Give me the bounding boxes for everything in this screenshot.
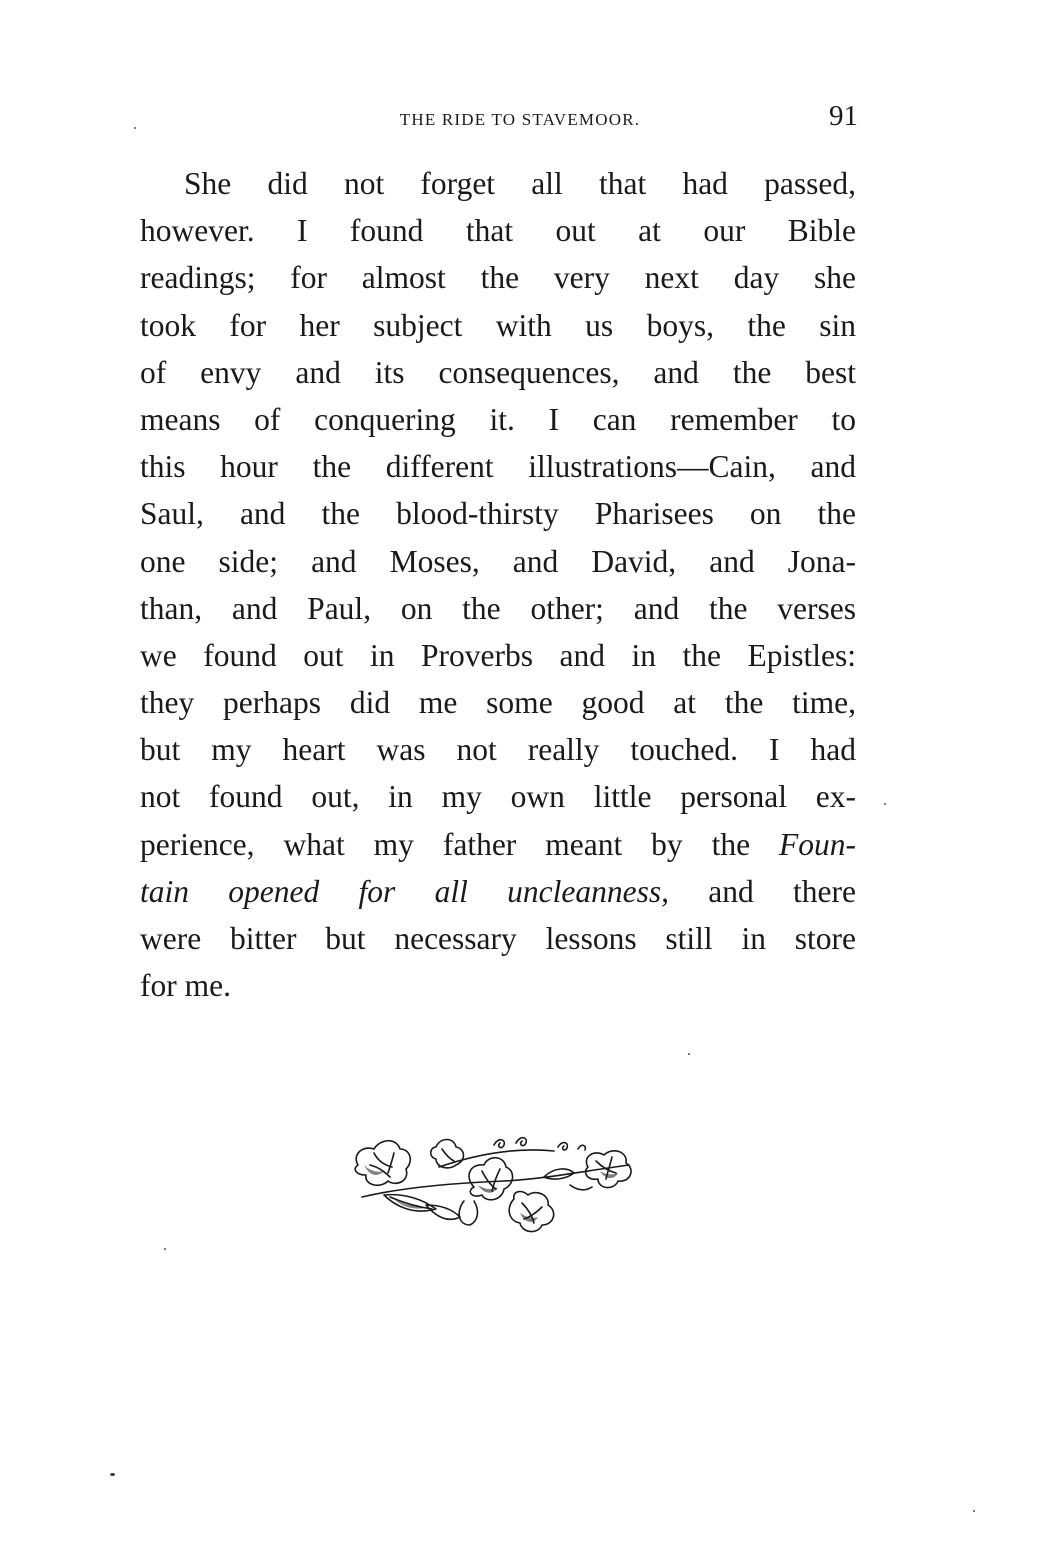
- text-line: [140, 821, 856, 868]
- text-line: [140, 868, 856, 915]
- paper-speck: [884, 803, 886, 805]
- page-number: 91: [829, 100, 858, 132]
- text-line: were bitter but necessary lessons still in store: [140, 921, 856, 956]
- text-line: however. I found that out at our Bible: [140, 213, 856, 249]
- text-line: this hour the different illustrations—Cain, and: [140, 449, 856, 485]
- text-line: not found out, in my own little personal ex-: [140, 779, 856, 815]
- paper-speck: [110, 1473, 115, 1476]
- text-line: one side; and Moses, and David, and Jona-: [140, 543, 856, 579]
- text-line: than, and Paul, on the other; and the verses: [140, 590, 856, 626]
- running-head: [140, 100, 860, 140]
- text-line: took for her subject with us boys, the sin: [140, 307, 856, 343]
- text-line: we found out in Proverbs and in the Epistles:: [140, 637, 856, 673]
- text-line: Saul, and the blood-thirsty Pharisees on the: [140, 496, 856, 532]
- text-segment: perience, what my father meant by the: [140, 826, 751, 862]
- text-segment: and there: [708, 873, 857, 909]
- text-line: She did not forget all that had passed,: [184, 166, 856, 201]
- paper-speck: [134, 127, 136, 129]
- italic-text: tain opened for all uncleanness,: [140, 873, 669, 909]
- paper-speck: [973, 1510, 975, 1512]
- running-title: THE RIDE TO STAVEMOOR.: [399, 110, 641, 129]
- text-line: means of conquering it. I can remember to: [140, 401, 856, 437]
- text-line: but my heart was not really touched. I had: [140, 732, 856, 768]
- body-paragraph: [140, 160, 856, 1009]
- text-line: for me.: [140, 968, 231, 1004]
- paper-speck: [688, 1053, 690, 1055]
- italic-text: Foun-: [779, 826, 857, 862]
- paper-speck: [164, 1248, 166, 1250]
- text-line: they perhaps did me some good at the time,: [140, 685, 856, 721]
- floral-ornament-icon: [344, 1125, 644, 1240]
- text-line: readings; for almost the very next day she: [140, 260, 856, 296]
- text-line: of envy and its consequences, and the best: [140, 354, 856, 390]
